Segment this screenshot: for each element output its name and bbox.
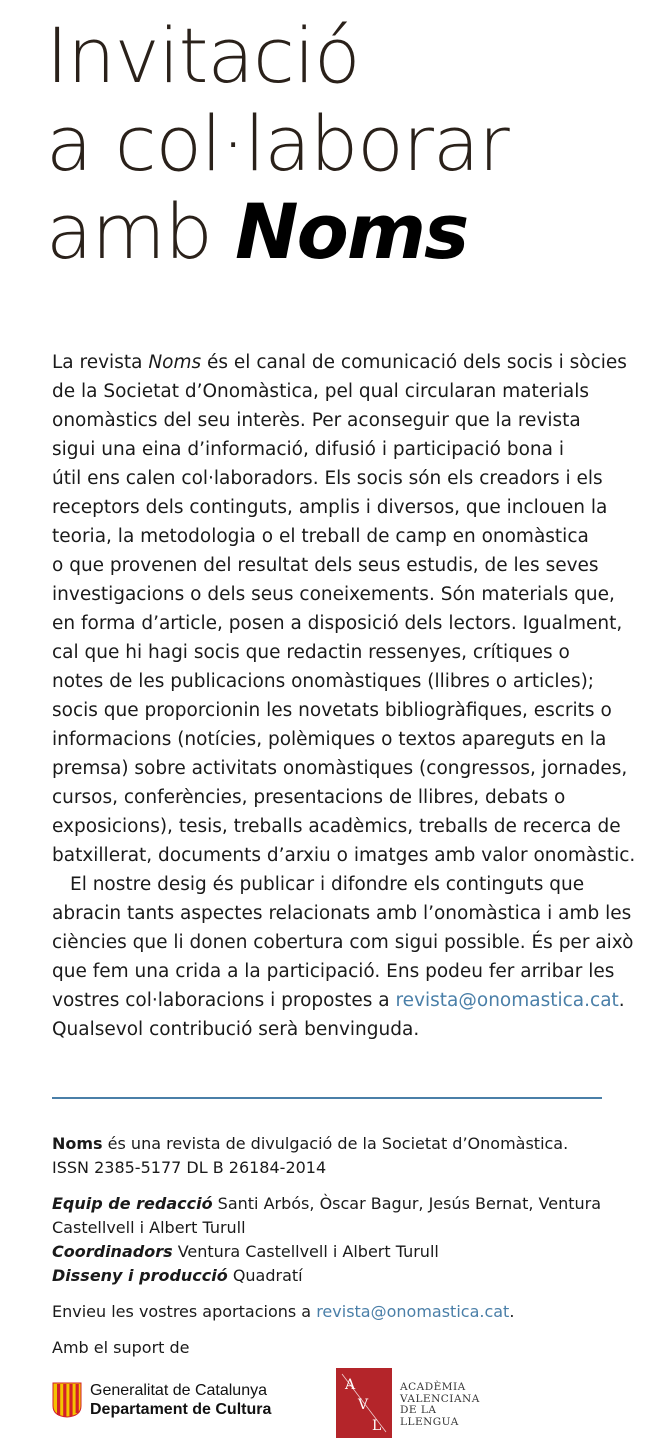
coord-label: Coordinadors bbox=[52, 1242, 173, 1261]
body-line: batxillerat, documents d’arxiu o imatges amb valor onomàstic. bbox=[52, 845, 636, 866]
senyera-flag-icon bbox=[52, 1382, 82, 1418]
issn-line: ISSN 2385-5177 DL B 26184-2014 bbox=[52, 1158, 327, 1177]
title-line-2: a col·laborar bbox=[46, 99, 509, 188]
body-text: La revista bbox=[52, 352, 149, 373]
body-text: és el canal de comunicació dels socis i sòcies bbox=[201, 352, 627, 373]
avl-name-line: VALENCIANA bbox=[400, 1392, 480, 1405]
body-line: notes de les publicacions onomàstiques (llibres o articles); bbox=[52, 671, 595, 692]
disseny-label: Disseny i producció bbox=[52, 1266, 228, 1285]
body-line: informacions (notícies, polèmiques o textos apareguts en la bbox=[52, 729, 607, 750]
title-line-1: Invitació bbox=[46, 11, 360, 100]
avl-letter-a: A bbox=[345, 1377, 356, 1393]
body-line: cursos, conferències, presentacions de llibres, debats o bbox=[52, 787, 566, 808]
body-line: en forma d’article, posen a disposició dels lectors. Igualment, bbox=[52, 613, 623, 634]
title-noms: Noms bbox=[235, 187, 468, 276]
gencat-line-2: Departament de Cultura bbox=[90, 1401, 272, 1418]
colophon-text: . bbox=[509, 1302, 515, 1321]
divider-rule bbox=[52, 1097, 602, 1099]
disseny-line bbox=[52, 1264, 612, 1288]
spacer bbox=[52, 1180, 612, 1192]
body-line: teoria, la metodologia o el treball de camp en onomàstica bbox=[52, 526, 589, 547]
colophon-line bbox=[52, 1132, 612, 1156]
spacer bbox=[52, 1288, 612, 1300]
avl-emblem-icon bbox=[336, 1368, 392, 1438]
body-line: investigacions o dels seus coneixements. Són materials que, bbox=[52, 584, 615, 605]
body-line bbox=[52, 348, 627, 377]
body-line: socis que proporcionin les novetats bibliogràfiques, escrits o bbox=[52, 700, 612, 721]
colophon-text: és una revista de divulgació de la Societat d’Onomàstica. bbox=[102, 1134, 569, 1153]
avl-letter-l: L bbox=[372, 1418, 382, 1434]
body-line: cal que hi hagi socis que redactin ressenyes, crítiques o bbox=[52, 642, 570, 663]
gencat-line-1: Generalitat de Catalunya bbox=[90, 1382, 267, 1399]
body-line: receptors dels continguts, amplis i diversos, que inclouen la bbox=[52, 497, 608, 518]
body-italic-noms: Noms bbox=[148, 352, 202, 373]
equip-line bbox=[52, 1192, 612, 1216]
body-text: vostres col·laboracions i propostes a bbox=[52, 990, 396, 1011]
envieu-line bbox=[52, 1300, 612, 1324]
avl-name-line: DE LA bbox=[400, 1404, 437, 1416]
body-line: abracin tants aspectes relacionats amb l’onomàstica i amb les bbox=[52, 903, 632, 924]
avl-name-line: ACADÈMIA bbox=[400, 1381, 466, 1393]
title-prefix: amb bbox=[46, 187, 236, 276]
gencat-logo bbox=[52, 1382, 322, 1422]
body-line: sigui una eina d’informació, difusió i participació bona i bbox=[52, 439, 564, 460]
equip-label: Equip de redacció bbox=[52, 1194, 213, 1213]
coord-value: Ventura Castellvell i Albert Turull bbox=[172, 1242, 439, 1261]
body-line: Qualsevol contribució serà benvinguda. bbox=[52, 1019, 420, 1040]
equip-value: Santi Arbós, Òscar Bagur, Jesús Bernat, Ventura bbox=[212, 1194, 602, 1213]
equip-line-2: Castellvell i Albert Turull bbox=[52, 1218, 246, 1237]
colophon bbox=[52, 1132, 612, 1360]
email-link-colophon[interactable]: revista@onomastica.cat bbox=[316, 1302, 510, 1321]
body-line: onomàstics del seu interès. Per aconseguir que la revista bbox=[52, 410, 581, 431]
avl-logo bbox=[336, 1368, 506, 1440]
spacer bbox=[52, 1324, 612, 1336]
suport-line: Amb el suport de bbox=[52, 1338, 190, 1357]
body-line: que fem una crida a la participació. Ens podeu fer arribar les bbox=[52, 961, 615, 982]
avl-name-line: LLENGUA bbox=[400, 1415, 459, 1428]
avl-letter-v: V bbox=[358, 1397, 369, 1413]
body-text: . bbox=[618, 990, 625, 1011]
disseny-value: Quadratí bbox=[227, 1266, 303, 1285]
body-line: premsa) sobre activitats onomàstiques (congressos, jornades, bbox=[52, 758, 628, 779]
email-link[interactable]: revista@onomastica.cat bbox=[395, 990, 619, 1011]
body-line: útil ens calen col·laboradors. Els socis són els creadors i els bbox=[52, 468, 603, 489]
article-body bbox=[52, 348, 636, 1044]
body-line: ciències que li donen cobertura com sigui possible. És per això bbox=[52, 932, 634, 953]
body-line: de la Societat d’Onomàstica, pel qual circularan materials bbox=[52, 381, 589, 402]
body-line: exposicions), tesis, treballs acadèmics, treballs de recerca de bbox=[52, 816, 621, 837]
avl-names bbox=[400, 1382, 480, 1428]
colophon-text: Envieu les vostres aportacions a bbox=[52, 1302, 317, 1321]
coord-line bbox=[52, 1240, 612, 1264]
title-line-3 bbox=[46, 188, 646, 276]
body-line: El nostre desig és publicar i difondre els continguts que bbox=[70, 874, 585, 895]
body-line bbox=[52, 986, 625, 1015]
colophon-noms: Noms bbox=[52, 1134, 103, 1153]
page-title bbox=[46, 12, 646, 276]
body-line: o que provenen del resultat dels seus estudis, de les seves bbox=[52, 555, 599, 576]
